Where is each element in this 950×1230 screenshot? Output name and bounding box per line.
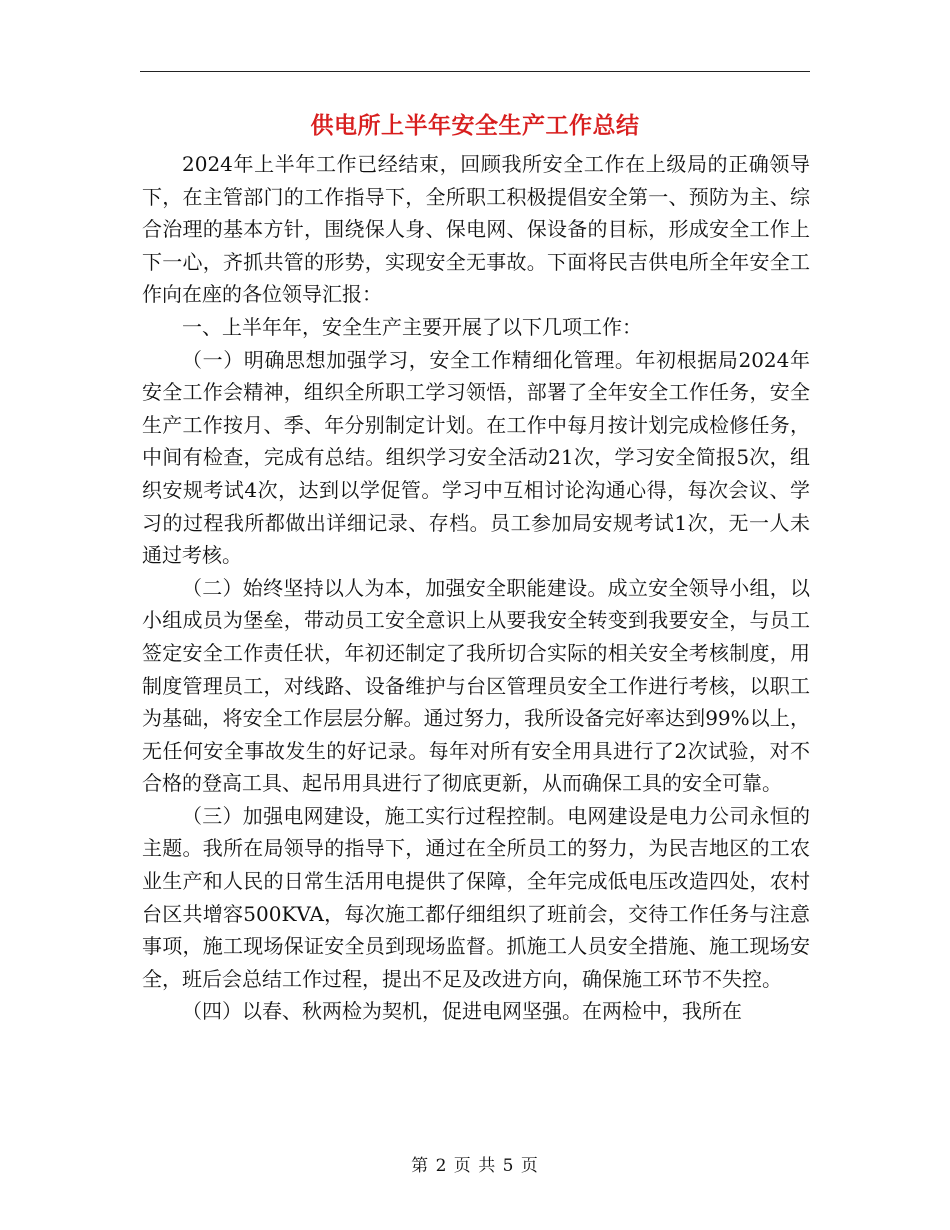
document-body [142, 148, 810, 1028]
document-title: 供电所上半年安全生产工作总结 [310, 112, 640, 139]
header-rule [140, 71, 810, 72]
paragraph-item-4: （四）以春、秋两检为契机，促进电网坚强。在两检中，我所在 [182, 999, 742, 1024]
paragraph-item-3: （三）加强电网建设，施工实行过程控制。电网建设是电力公司永恒的主题。我所在局领导的指导下，通过在全所员工的努力，为民吉地区的工农业生产和人民的日常生活用电提供了保障，全年完成低电压改造四处，农村台区共增容500KVA，每次施工都仔细组织了班前会，交待工作任务与注意事项，施工现场保证安全员到现场监督。抓施工人员安全措施、施工现场安全，班后会总结工作过程，提出不足及改进方向，确保施工环节不失控。 [142, 803, 810, 991]
paragraph-item-1: （一）明确思想加强学习，安全工作精细化管理。年初根据局2024年安全工作会精神，组织全所职工学习领悟，部署了全年安全工作任务，安全生产工作按月、季、年分别制定计划。在工作中每月按计划完成检修任务，中间有检查，完成有总结。组织学习安全活动21次，学习安全简报5次，组织安规考试4次，达到以学促管。学习中互相讨论沟通心得，每次会议、学习的过程我所都做出详细记录、存档。员工参加局安规考试1次，无一人未通过考核。 [142, 347, 810, 568]
page-number-footer: 第 2 页 共 5 页 [411, 1156, 539, 1176]
paragraph-section-heading: 一、上半年年，安全生产主要开展了以下几项工作： [182, 314, 642, 339]
paragraph-intro: 2024年上半年工作已经结束，回顾我所安全工作在上级局的正确领导下，在主管部门的工作指导下，全所职工积极提倡安全第一、预防为主、综合治理的基本方针，围绕保人身、保电网、保设备的目标，形成安全工作上下一心，齐抓共管的形势，实现安全无事故。下面将民吉供电所全年安全工作向在座的各位领导汇报： [142, 152, 810, 307]
paragraph-item-2: （二）始终坚持以人为本，加强安全职能建设。成立安全领导小组，以小组成员为堡垒，带动员工安全意识上从要我安全转变到我要安全，与员工签定安全工作责任状，年初还制定了我所切合实际的相关安全考核制度，用制度管理员工，对线路、设备维护与台区管理员安全工作进行考核，以职工为基础，将安全工作层层分解。通过努力，我所设备完好率达到99%以上，无任何安全事故发生的好记录。每年对所有安全用具进行了2次试验，对不合格的登高工具、起吊用具进行了彻底更新，从而确保工具的安全可靠。 [142, 575, 810, 796]
